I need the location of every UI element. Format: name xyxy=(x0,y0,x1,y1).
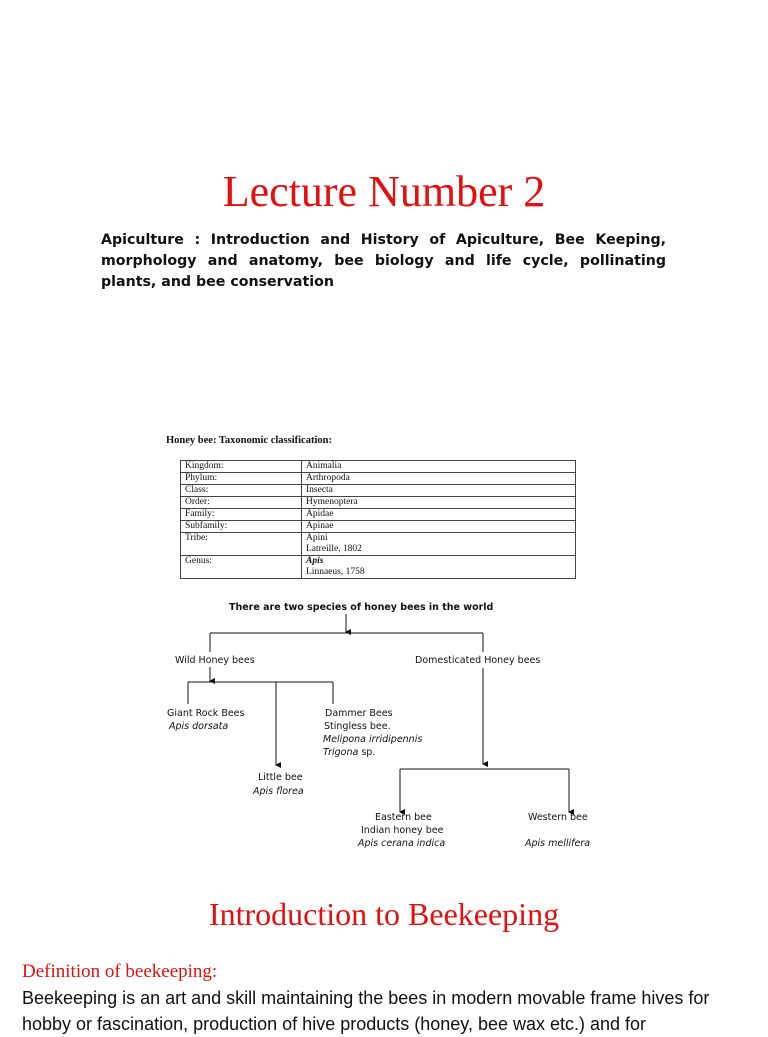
dammer-bees-name: Dammer Bees xyxy=(325,708,393,719)
rank-cell: Subfamily: xyxy=(181,521,302,533)
value-cell: Apinae xyxy=(302,521,576,533)
value-cell: Arthropoda xyxy=(302,473,576,485)
western-bee-name: Western bee xyxy=(528,812,588,823)
eastern-bee-name: Eastern bee xyxy=(375,812,432,823)
value-cell: Animalia xyxy=(302,461,576,473)
value-line: Linnaeus, 1758 xyxy=(306,567,365,577)
rank-cell: Tribe: xyxy=(181,533,302,556)
value-line: Apis xyxy=(306,556,324,566)
value-line: Apini xyxy=(306,533,328,543)
lecture-title: Lecture Number 2 xyxy=(222,167,546,216)
value-line: Latreille, 1802 xyxy=(306,544,362,554)
domesticated-honey-bees-label: Domesticated Honey bees xyxy=(415,655,541,666)
tree-root-label: There are two species of honey bees in the world xyxy=(229,602,494,613)
rank-cell: Kingdom: xyxy=(181,461,302,473)
little-bee-name: Little bee xyxy=(258,772,303,783)
value-cell: Apidae xyxy=(302,509,576,521)
dammer-bees-species2-suffix: sp. xyxy=(358,747,376,758)
rank-cell: Phylum: xyxy=(181,473,302,485)
rank-cell: Family: xyxy=(181,509,302,521)
wild-honey-bees-label: Wild Honey bees xyxy=(175,655,255,666)
dammer-bees-species2 xyxy=(323,746,375,759)
giant-rock-bees-name: Giant Rock Bees xyxy=(167,708,245,719)
dammer-bees-desc: Stingless bee. xyxy=(324,721,391,732)
section-title: Introduction to Beekeeping xyxy=(208,896,560,932)
lecture-subtitle: Apiculture : Introduction and History of Apiculture, Bee Keeping, morphology and anatomy, bee biology and life cycle, pollinating plants, and bee conservation xyxy=(101,232,666,290)
western-bee-species: Apis mellifera xyxy=(525,838,591,849)
definition-label: Definition of beekeeping: xyxy=(22,961,218,982)
rank-cell: Genus: xyxy=(181,556,302,579)
value-cell: Insecta xyxy=(302,485,576,497)
dammer-bees-species2-genus: Trigona xyxy=(323,747,359,758)
eastern-bee-desc: Indian honey bee xyxy=(361,825,444,836)
dammer-bees-species1: Melipona irridipennis xyxy=(323,734,423,745)
rank-cell: Order: xyxy=(181,497,302,509)
value-cell: Hymenoptera xyxy=(302,497,576,509)
little-bee-species: Apis florea xyxy=(253,786,304,797)
rank-cell: Class: xyxy=(181,485,302,497)
giant-rock-bees-species: Apis dorsata xyxy=(169,721,229,732)
definition-text: Beekeeping is an art and skill maintaining the bees in modern movable frame hives for hobby or fascination, production of hive products (honey, bee wax etc.) and for xyxy=(22,988,710,1034)
taxonomy-heading: Honey bee: Taxonomic classification: xyxy=(166,435,332,446)
eastern-bee-species: Apis cerana indica xyxy=(358,838,446,849)
